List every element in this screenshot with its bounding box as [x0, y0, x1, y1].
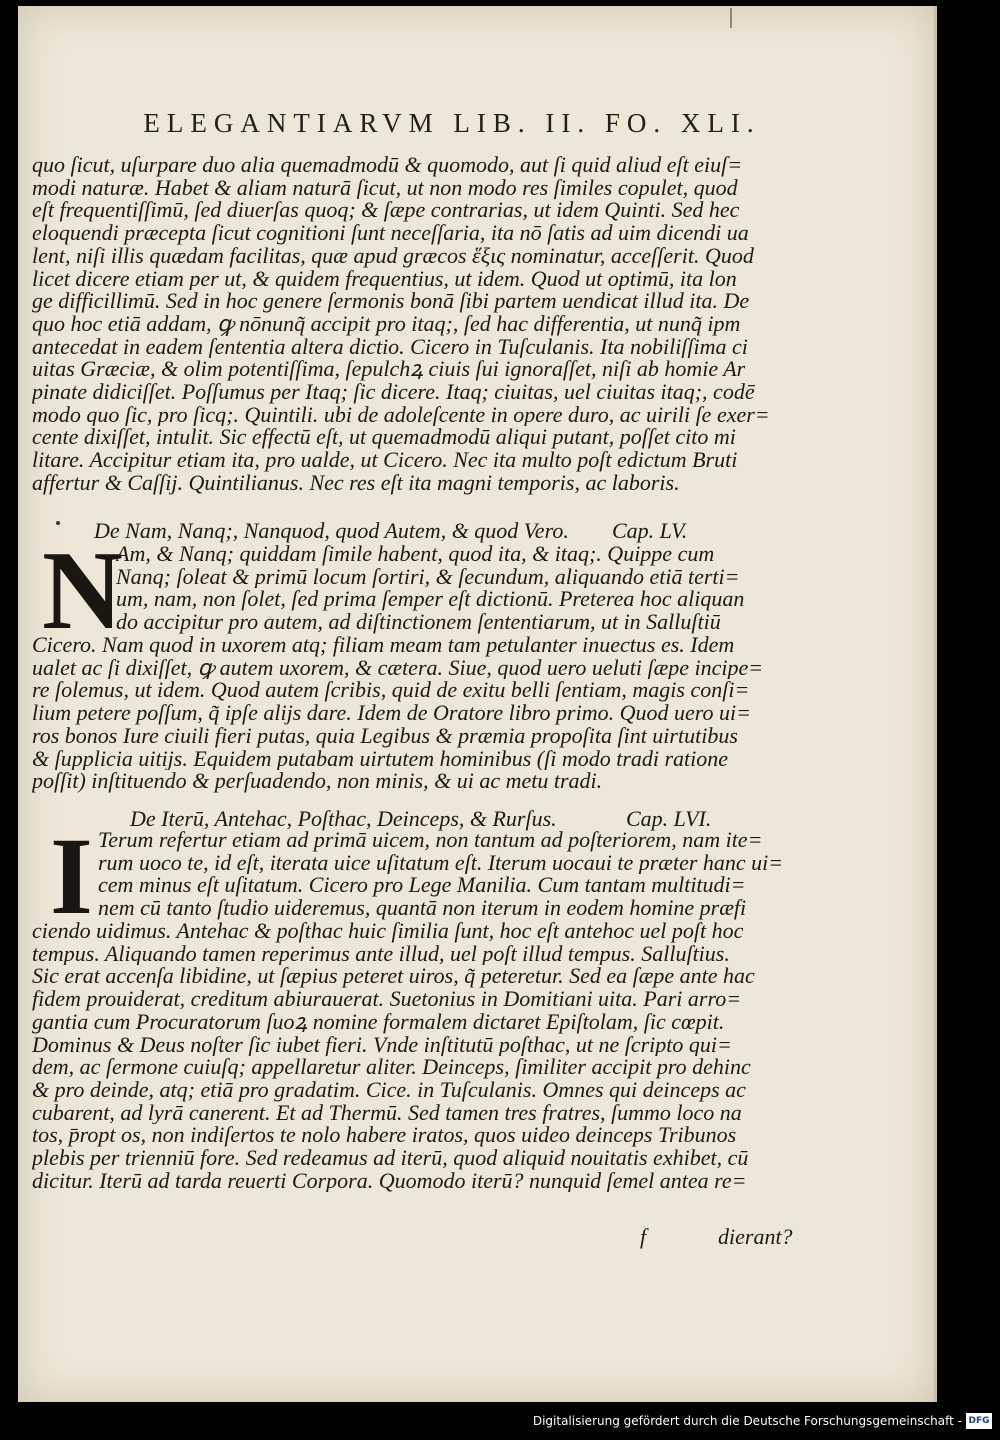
text-line: tos, p̄ropt os, non indiſertos te nolo habere iratos, quos uideo deinceps Tribunos: [32, 1124, 737, 1148]
text-line: licet dicere etiam per ut, & quidem frequentius, ut idem. Quod ut optimū, ita lon: [32, 267, 737, 291]
chapter-number-55: Cap. LV.: [612, 518, 688, 543]
text-line: rum uoco te, id eſt, iterata uice uſitatum eſt. Iterum uocaui te præter hanc ui=: [98, 851, 784, 875]
running-head: ELEGANTIARVM LIB. II. FO. XLI.: [143, 108, 761, 138]
text-line: dicitur. Iterū ad tarda reuerti Corpora. Quomodo iterū? nunquid ſemel antea re=: [32, 1169, 747, 1193]
text-line: poſſit) inſtituendo & perſuadendo, non minis, & ui ac metu tradi.: [32, 770, 603, 793]
text-line: um, nam, non ſolet, ſed prima ſemper eſt dictionū. Preterea hoc aliquan: [116, 588, 745, 612]
text-line: do accipitur pro autem, ad diſtinctionem ſententiarum, ut in Salluſtiū: [116, 611, 721, 634]
text-line: fidem prouiderat, creditum abiurauerat. Suetonius in Domitiani uita. Pari arro=: [32, 988, 742, 1011]
paragraph-2-indented: [116, 543, 792, 634]
text-line: nem cū tanto ſtudio uideremus, quantā non iterum in eodem homine præfi: [98, 897, 747, 920]
text-line: quo ſicut, uſurpare duo alia quemadmodū & quomodo, aut ſi quid aliud eſt eiuſ=: [32, 154, 743, 177]
text-line: Am, & Nanq; quiddam ſimile habent, quod ita, & itaq;. Quippe cum: [116, 543, 715, 566]
text-line: plebis per trienniū fore. Sed redeamus ad iterū, quod aliquid nouitatis exhibet, cū: [32, 1147, 749, 1170]
text-line: cubarent, ad lyrā canerent. Et ad Thermū. Sed tamen tres fratres, ſummo loco na: [32, 1101, 742, 1125]
text-line: ge difficillimū. Sed in hoc genere ſermonis bonā ſibi partem uendicat illud ita. De: [32, 290, 750, 313]
funding-notice: Digitalisierung gefördert durch die Deutsche Forschungsgemeinschaft -: [532, 1414, 962, 1428]
text-line: uitas Græciæ, & olim potentiſſima, ſepulchꝝ ciuis ſui ignoraſſet, niſi ab homie Ar: [32, 358, 746, 382]
paragraph-3-indented: [98, 829, 792, 920]
text-line: Cicero. Nam quod in uxorem atq; filiam meam tam petulanter inuectus es. Idem: [32, 634, 735, 657]
text-line: & ſupplicia uitijs. Equidem putabam uirtutem hominibus (ſi modo tradi ratione: [32, 747, 729, 771]
text-line: cente dixiſſet, intulit. Sic effectū eſt, ut quemadmodū aliqui putant, poſſet cito mi: [32, 426, 736, 450]
text-line: Terum refertur etiam ad primā uicem, non tantum ad poſteriorem, nam ite=: [98, 829, 763, 852]
signature-mark: f: [640, 1224, 647, 1249]
ink-speck: [56, 521, 60, 525]
text-line: ros bonos Iure ciuili fieri putas, quia Legibus & præmia propoſita ſint uirtutibus: [32, 724, 738, 748]
dfg-logo: DFG: [966, 1413, 992, 1429]
text-line: & pro deinde, atq; etiā pro gradatim. Cice. in Tuſculanis. Omnes qui deinceps ac: [32, 1078, 746, 1102]
text-line: ualet ac ſi dixiſſet, ꝙ autem uxorem, & cætera. Siue, quod uero ueluti ſæpe incipe=: [32, 656, 764, 680]
catchword: dierant?: [718, 1224, 793, 1249]
text-line: lium petere poſſum, q̃ ipſe alijs dare. Idem de Oratore libro primo. Quod uero ui=: [32, 702, 751, 725]
drop-cap-n: N: [42, 529, 123, 653]
text-line: quo hoc etiā addam, ꝙ nōnunq̃ accipit pro itaq;, ſed hac differentia, ut nunq̃ ipm: [32, 312, 741, 336]
text-line: Nanq; ſoleat & primū locum ſortiri, & ſecundum, aliquando etiā terti=: [116, 565, 740, 589]
chapter-heading-56: De Iterū, Antehac, Poſthac, Deinceps, & Rurſus.: [130, 806, 557, 831]
footer-bar: [0, 1404, 1000, 1440]
pencil-mark: [730, 8, 732, 28]
paragraph-3: [32, 920, 792, 1192]
text-line: eloquendi præcepta ſicut cognitioni ſunt neceſſaria, ita nō ſatis ad uim dicendi ua: [32, 222, 749, 245]
drop-cap-i: I: [50, 815, 93, 937]
paragraph-1: [32, 154, 792, 495]
text-line: tempus. Aliquando tamen reperimus ante illud, uel poſt illud tempus. Salluſtius.: [32, 942, 730, 966]
text-line: modi naturæ. Habet & aliam naturā ſicut, ut non modo res ſimiles copulet, quod: [32, 176, 738, 200]
chapter-number-56: Cap. LVI.: [626, 806, 712, 831]
book-page: [18, 6, 934, 1402]
text-line: eſt frequentiſſimū, ſed diuerſas quoq; & ſæpe contrarias, ut idem Quinti. Sed hec: [32, 199, 740, 223]
text-line: Sic erat accenſa libidine, ut ſæpius peteret uiros, q̃ peteretur. Sed ea ſæpe ante hac: [32, 965, 755, 989]
text-line: gantia cum Procuratorum ſuoꝝ nomine formalem dictaret Epiſtolam, ſic cœpit.: [32, 1010, 725, 1034]
page-edge: [934, 6, 937, 1402]
paragraph-2: [32, 634, 792, 793]
text-line: litare. Accipitur etiam ita, pro ualde, ut Cicero. Nec ita multo poſt edictum Bruti: [32, 449, 738, 472]
text-line: modo quo ſic, pro ſicq;. Quintili. ubi de adoleſcente in opere duro, ac uirili ſe exer=: [32, 403, 770, 427]
text-line: lent, niſi illis quædam facilitas, quæ apud græcos ἕξις nominatur, acceſſerit. Quod: [32, 244, 754, 268]
text-line: pinate didiciſſet. Poſſumus per Itaq; ſic dicere. Itaq; ciuitas, uel ciuitas itaq;, codē: [32, 381, 755, 404]
text-line: re ſolemus, ut idem. Quod autem ſcribis, quid de exitu belli ſentiam, magis conſi=: [32, 679, 750, 703]
text-line: antecedat in eadem ſententia altera dictio. Cicero in Tuſculanis. Ita nobiliſſima ci: [32, 335, 748, 359]
text-line: ciendo uidimus. Antehac & poſthac huic ſimilia ſunt, hoc eſt antehoc uel poſt hoc: [32, 920, 744, 943]
text-line: cem minus eſt uſitatum. Cicero pro Lege Manilia. Cum tantam multitudi=: [98, 874, 746, 898]
text-line: dem, ac ſermone cuiuſq; appellaretur aliter. Deinceps, ſimiliter accipit pro dehinc: [32, 1056, 751, 1079]
text-line: Dominus & Deus noſter ſic iubet fieri. Vnde inſtitutū poſthac, ut ne ſcripto qui=: [32, 1033, 732, 1057]
text-line: affertur & Caſſij. Quintilianus. Nec res eſt ita magni temporis, ac laboris.: [32, 471, 680, 495]
chapter-heading-55: De Nam, Nanq;, Nanquod, quod Autem, & quod Vero.: [94, 518, 569, 543]
